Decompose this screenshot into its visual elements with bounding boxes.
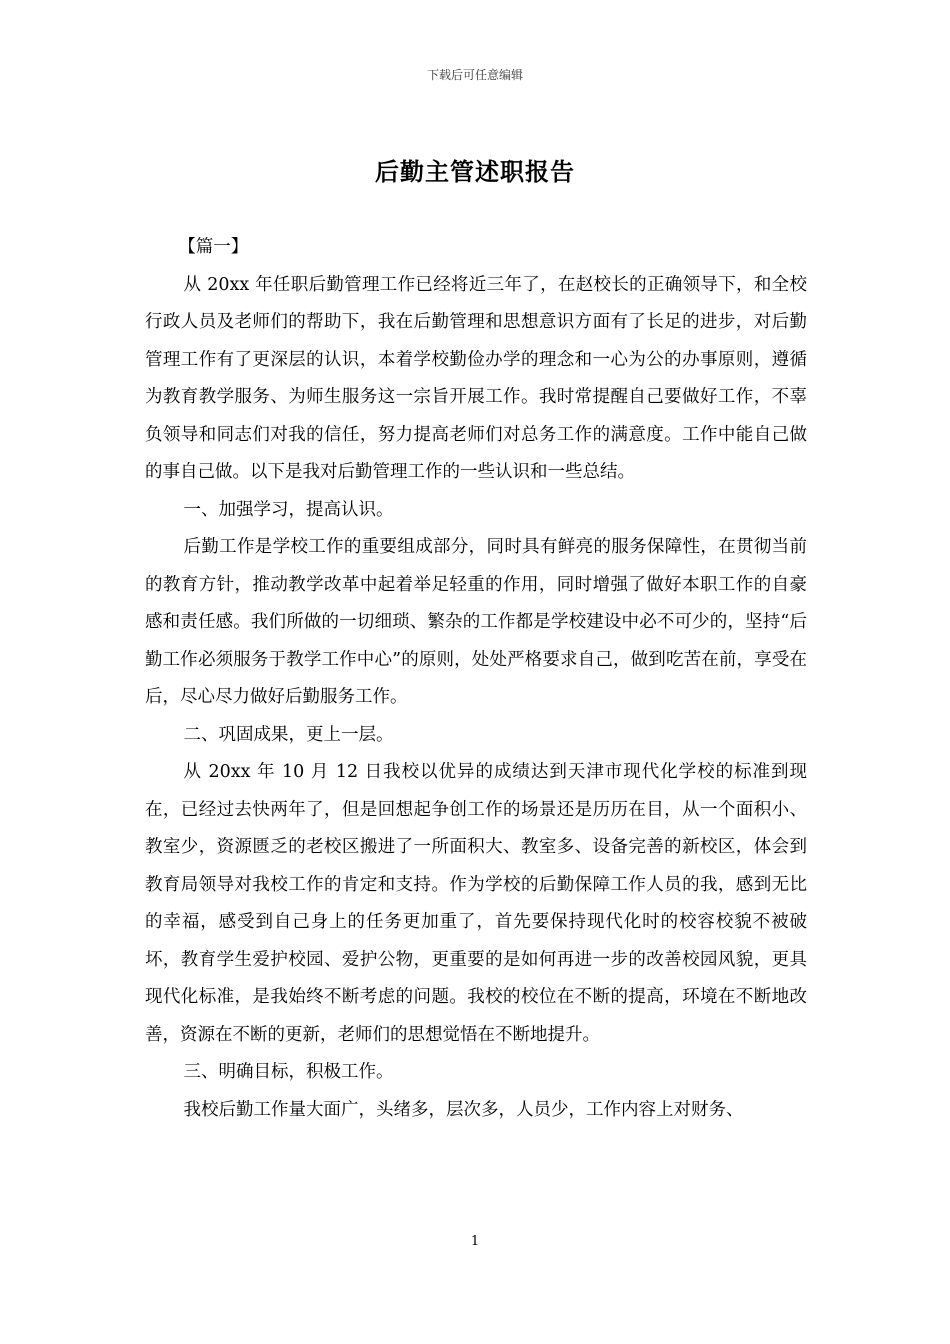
heading-section-3: 三、明确目标，积极工作。 <box>183 1062 394 1082</box>
document-title: 后勤主管述职报告 <box>375 158 575 186</box>
paragraph-section-2: 从 20xx 年 10 月 12 日我校以优异的成绩达到天津市现代化学校的标准到现在，已经过去快两年了，但是回想起争创工作的场景还是历历在目，从一个面积小、教室少，资源匮乏的老校区搬进了一所面积大、教室多、设备完善的新校区，体会到教育局领导对我校工作的肯定和支持。作为学校的后勤保障工作人员的我，感到无比的幸福，感受到自己身上的任务更加重了，首先要保持现代化时的校容校貌不被破坏，教育学生爱护校园、爱护公物，更重要的是如何再进一步的改善校园风貌，更具现代化标准，是我始终不断考虑的问题。我校的校位在不断的提高，环境在不断地改善，资源在不断的更新，老师们的思想觉悟在不断地提升。 <box>145 762 807 1045</box>
heading-section-2: 二、巩固成果，更上一层。 <box>183 724 394 745</box>
heading-section-1: 一、加强学习，提高认识。 <box>183 499 394 520</box>
paragraph-section-1: 后勤工作是学校工作的重要组成部分，同时具有鲜亮的服务保障性，在贯彻当前的教育方针，推动教学改革中起着举足轻重的作用，同时增强了做好本职工作的自豪感和责任感。我们所做的一切细琐、繁杂的工作都是学校建设中必不可少的，坚持“后勤工作必须服务于教学工作中心”的原则，处处严格要求自己，做到吃苦在前，享受在后，尽心尽力做好后勤服务工作。 <box>145 537 807 707</box>
page-header-note: 下载后可任意编辑 <box>426 68 523 82</box>
paragraph-intro: 从 20xx 年任职后勤管理工作已经将近三年了，在赵校长的正确领导下，和全校行政人员及老师们的帮助下，我在后勤管理和思想意识方面有了长足的进步，对后勤管理工作有了更深层的认识，本着学校勤俭办学的理念和一心为公的办事原则，遵循为教育教学服务、为师生服务这一宗旨开展工作。我时常提醒自己要做好工作，不辜负领导和同志们对我的信任，努力提高老师们对总务工作的满意度。工作中能自己做的事自己做。以下是我对后勤管理工作的一些认识和一些总结。 <box>145 274 807 482</box>
paragraph-section-3: 我校后勤工作量大面广，头绪多，层次多，人员少，工作内容上对财务、 <box>183 1099 744 1120</box>
section-tag: 【篇一】 <box>178 237 249 257</box>
document-body <box>145 229 807 1129</box>
page-number: 1 <box>470 1234 480 1249</box>
